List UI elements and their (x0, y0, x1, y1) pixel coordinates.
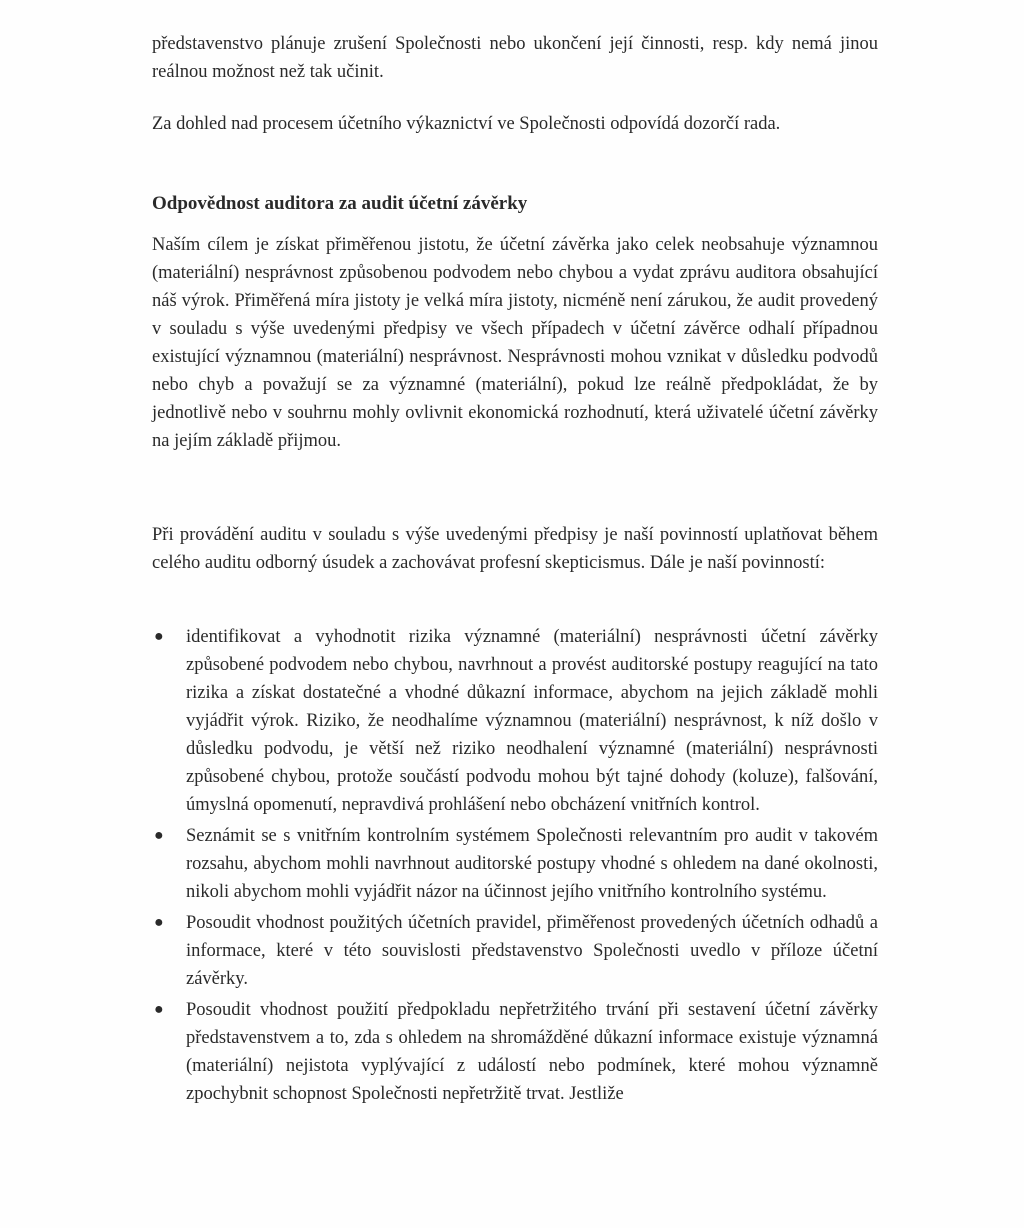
supervision-paragraph: Za dohled nad procesem účetního výkaznictví ve Společnosti odpovídá dozorčí rada. (152, 114, 781, 134)
list-item-text: Seznámit se s vnitřním kontrolním systémem Společnosti relevantním pro audit v takovém rozsahu, abychom mohli navrhnout auditorské postupy vhodné s ohledem na dané okolnosti, nikoli abychom mohli vyjádřit názor na účinnost jejího vnitřního kontrolního systému. (186, 826, 878, 902)
list-item-text: Posoudit vhodnost použití předpokladu nepřetržitého trvání při sestavení účetní závěrky představenstvem a to, zda s ohledem na shromážděné důkazní informace existuje významná (materiální) nejistota vyplývající z událostí nebo podmínek, které mohou významně zpochybnit schopnost Společnosti nepřetržitě trvat. Jestliže (186, 1000, 878, 1104)
duties-list (152, 623, 878, 1108)
duty-paragraph: Při provádění auditu v souladu s výše uvedenými předpisy je naší povinností uplatňovat během celého auditu odborný úsudek a zachovávat profesní skepticismus. Dále je naší povinností: (152, 525, 878, 573)
list-item (152, 909, 878, 993)
list-item-text: identifikovat a vyhodnotit rizika významné (materiální) nesprávnosti účetní závěrky způsobené podvodem nebo chybou, navrhnout a provést auditorské postupy reagující na tato rizika a získat dostatečné a vhodné důkazní informace, abychom na jejich základě mohli vyjádřit výrok. Riziko, že neodhalíme významnou (materiální) nesprávnost, k níž došlo v důsledku podvodu, je větší než riziko neodhalení významné (materiální) nesprávnosti způsobené chybou, protože součástí podvodu mohou být tajné dohody (koluze), falšování, úmyslná opomenutí, nepravdivá prohlášení nebo obcházení vnitřních kontrol. (186, 627, 878, 815)
bullet-icon: ● (154, 628, 164, 645)
list-item (152, 623, 878, 819)
list-item (152, 822, 878, 906)
list-item-text: Posoudit vhodnost použitých účetních pravidel, přiměřenost provedených účetních odhadů a informace, které v této souvislosti představenstvo Společnosti uvedlo v příloze účetní závěrky. (186, 913, 878, 989)
intro-paragraph: představenstvo plánuje zrušení Společnosti nebo ukončení její činnosti, resp. kdy nemá jinou reálnou možnost než tak učinit. (152, 34, 878, 82)
bullet-icon: ● (154, 827, 164, 844)
bullet-icon: ● (154, 1001, 164, 1018)
section-heading: Odpovědnost auditora za audit účetní závěrky (152, 193, 528, 214)
objective-paragraph: Naším cílem je získat přiměřenou jistotu, že účetní závěrka jako celek neobsahuje významnou (materiální) nesprávnost způsobenou podvodem nebo chybou a vydat zprávu auditora obsahující náš výrok. Přiměřená míra jistoty je velká míra jistoty, nicméně není zárukou, že audit provedený v souladu s výše uvedenými předpisy ve všech případech v účetní závěrce odhalí případnou existující významnou (materiální) nesprávnost. Nesprávnosti mohou vznikat v důsledku podvodů nebo chyb a považují se za významné (materiální), pokud lze reálně předpokládat, že by jednotlivě nebo v souhrnu mohly ovlivnit ekonomická rozhodnutí, která uživatelé účetní závěrky na jejím základě přijmou. (152, 235, 878, 451)
bullet-icon: ● (154, 914, 164, 931)
list-item (152, 996, 878, 1108)
